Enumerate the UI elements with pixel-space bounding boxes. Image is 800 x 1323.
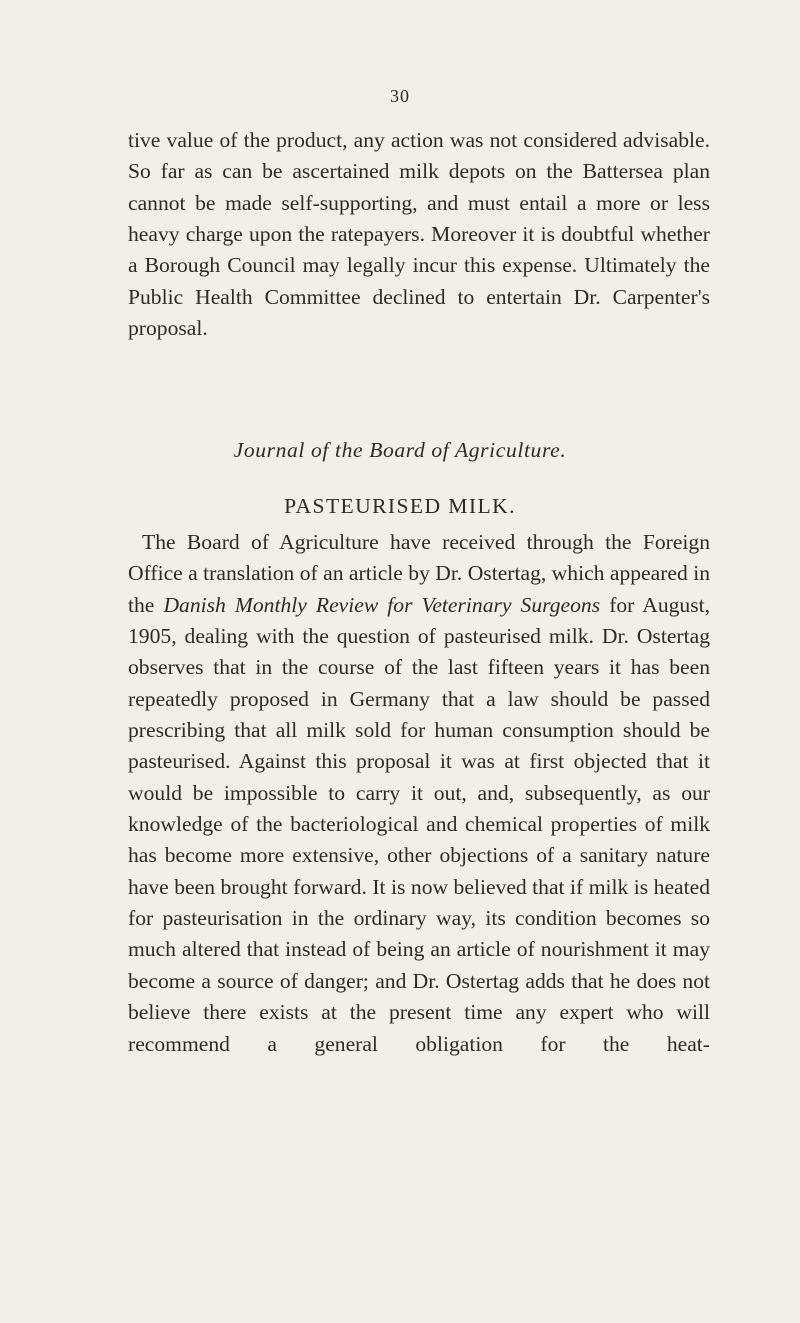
journal-title: Journal of the Board of Agriculture. <box>233 438 567 462</box>
periodical-title: Danish Monthly Review for Veterinary Surgeons <box>163 592 601 617</box>
paragraph-text-part-1: The Board of Agriculture have received through the Foreign Office a translation of an article by Dr. Ostertag, which appeared in the <box>128 530 710 617</box>
section-heading: PASTEURISED MILK. <box>284 494 516 518</box>
paragraph-continuation: tive value of the product, any action was not considered advisable. So far as can be ascertained milk depots on the Battersea plan cannot be made self-supporting, and must entail a more or less heavy charge upon the ratepayers. Moreover it is doubtful whether a Borough Council may legally incur this expense. Ultimately the Public Health Committee declined to entertain Dr. Carpenter's proposal. <box>128 128 710 341</box>
page-number: 30 <box>390 86 410 106</box>
paragraph-text-part-2: for August, 1905, dealing with the question of pasteurised milk. Dr. Ostertag observes that in the course of the last fifteen years it has been repeatedly proposed in Germany that a law should be passed prescribing that all milk sold for human consumption should be pasteurised. Against this proposal it was at first objected that it would be impossible to carry it out, and, subsequently, as our knowledge of the bacteriological and chemical properties of milk has become more extensive, other objections of a sanitary nature have been brought forward. It is now believed that if milk is heated for pasteurisation in the ordinary way, its condition becomes so much altered that instead of being an article of nourishment it may become a source of danger; and Dr. Ostertag adds that he does not believe there exists at the present time any expert who will recommend a general obligation for the heat- <box>128 592 711 1056</box>
paragraph-pasteurised-milk <box>128 527 710 1060</box>
